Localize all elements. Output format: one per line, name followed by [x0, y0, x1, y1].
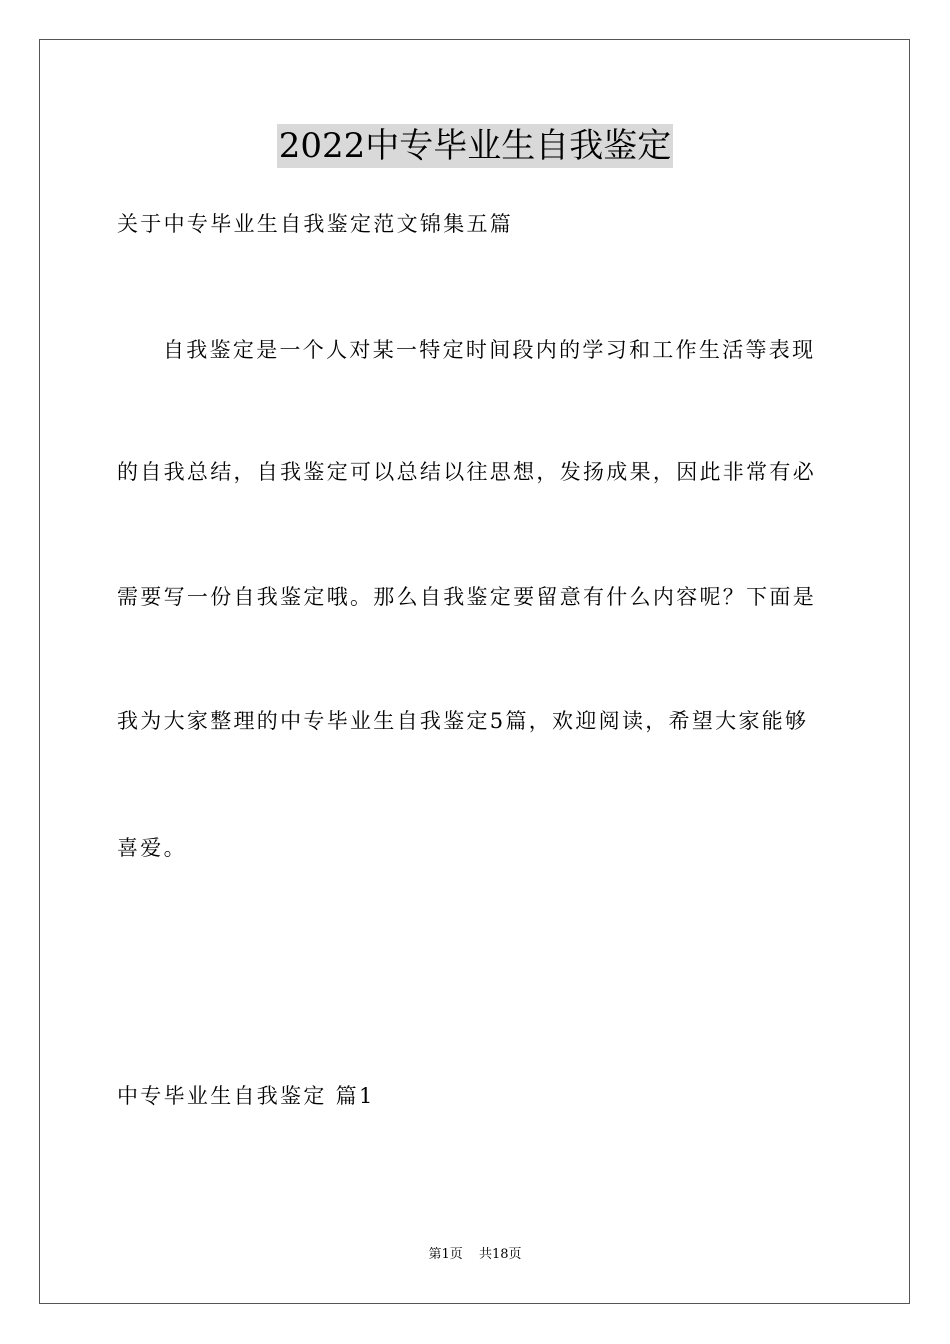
- section-heading: 中专毕业生自我鉴定 篇1: [117, 1084, 375, 1108]
- page-number-current: 第1页: [428, 1247, 463, 1262]
- page-footer: [0, 1246, 950, 1264]
- title-container: [0, 124, 950, 168]
- intro-line-1: 自我鉴定是一个人对某一特定时间段内的学习和工作生活等表现: [163, 338, 816, 362]
- page-number-total: 共18页: [478, 1247, 522, 1262]
- document-title: 2022中专毕业生自我鉴定: [278, 126, 672, 166]
- intro-line-4: 我为大家整理的中专毕业生自我鉴定5篇，欢迎阅读，希望大家能够: [117, 709, 809, 733]
- intro-line-2: 的自我总结，自我鉴定可以总结以往思想，发扬成果，因此非常有必: [117, 460, 816, 484]
- document-subtitle: 关于中专毕业生自我鉴定范文锦集五篇: [117, 212, 514, 236]
- intro-line-3: 需要写一份自我鉴定哦。那么自我鉴定要留意有什么内容呢？下面是: [117, 585, 816, 609]
- intro-line-5: 喜爱。: [117, 836, 187, 860]
